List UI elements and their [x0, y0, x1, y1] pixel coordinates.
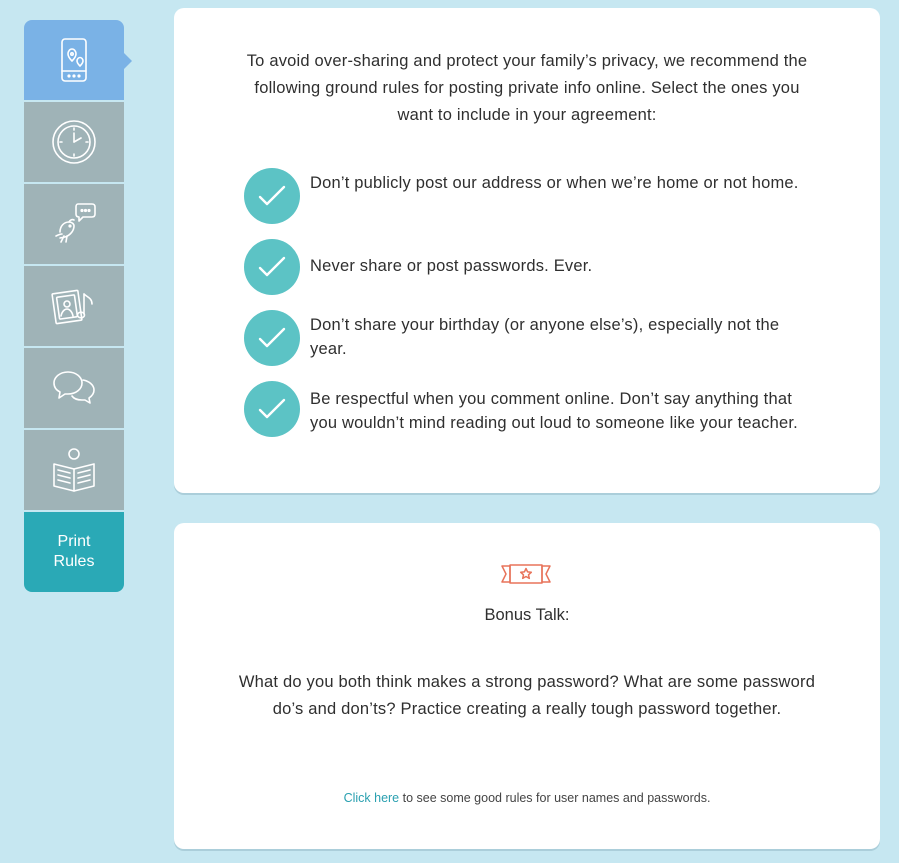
click-here-link[interactable]: Click here — [343, 791, 400, 805]
link-suffix-text: to see some good rules for user names and passwords. — [399, 791, 711, 805]
bird-speech-icon — [48, 198, 100, 250]
rules-card — [174, 8, 880, 493]
rule-item-passwords — [244, 239, 810, 295]
photo-music-icon — [48, 280, 100, 332]
rule-text: Be respectful when you comment online. Don’t say anything that you wouldn’t mind reading out loud to someone like your teacher. — [310, 390, 798, 432]
print-button-line1: Print — [57, 533, 91, 550]
rule-item-address — [244, 168, 810, 224]
bonus-body: What do you both think makes a strong password? What are some password do’s and don’ts? Practice creating a really tough password together. — [238, 673, 816, 718]
password-rules-note — [174, 789, 880, 807]
chat-bubbles-icon — [48, 362, 100, 414]
sidebar-item-chat[interactable] — [24, 348, 124, 428]
check-icon — [255, 179, 289, 213]
rules-intro: To avoid over-sharing and protect your family’s privacy, we recommend the following ground rules for posting private info online. Select the ones you want to include in your agreement: — [246, 52, 808, 124]
check-icon — [255, 250, 289, 284]
clock-icon — [48, 116, 100, 168]
sidebar-item-privacy[interactable] — [24, 20, 124, 100]
sidebar — [24, 20, 124, 592]
rule-checkbox-respectful[interactable] — [244, 381, 300, 437]
check-icon — [255, 321, 289, 355]
reading-book-icon — [48, 444, 100, 496]
bonus-card — [174, 523, 880, 849]
sidebar-item-media[interactable] — [24, 266, 124, 346]
sidebar-item-social[interactable] — [24, 184, 124, 264]
rule-checkbox-birthday[interactable] — [244, 310, 300, 366]
sidebar-item-time[interactable] — [24, 102, 124, 182]
rule-text: Never share or post passwords. Ever. — [310, 257, 593, 275]
print-rules-button[interactable] — [24, 512, 124, 592]
rule-text: Don’t publicly post our address or when we’re home or not home. — [310, 174, 799, 192]
rule-checkbox-passwords[interactable] — [244, 239, 300, 295]
sidebar-item-reading[interactable] — [24, 430, 124, 510]
rule-checkbox-address[interactable] — [244, 168, 300, 224]
bonus-title: Bonus Talk: — [484, 606, 570, 624]
rule-item-respectful — [244, 381, 810, 437]
rule-item-birthday — [244, 310, 810, 366]
check-icon — [255, 392, 289, 426]
star-ribbon-icon — [500, 563, 552, 585]
print-button-line2: Rules — [53, 553, 95, 570]
rule-text: Don’t share your birthday (or anyone else’s), especially not the year. — [310, 316, 780, 358]
phone-location-icon — [48, 34, 100, 86]
